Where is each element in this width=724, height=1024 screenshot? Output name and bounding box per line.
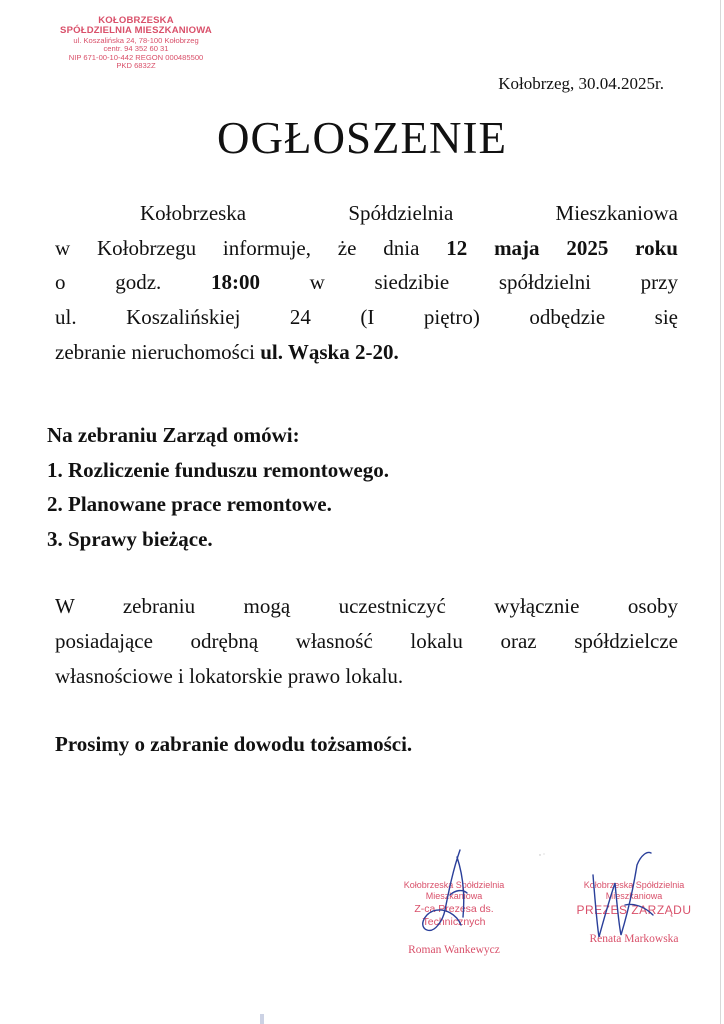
signature-name: Roman Wankewycz <box>408 943 500 956</box>
cooperative-header-stamp <box>30 16 242 70</box>
agenda-item: 1. Rozliczenie funduszu remontowego. <box>47 457 389 482</box>
eligibility-line-3: własnościowe i lokatorskie prawo lokalu. <box>55 664 404 688</box>
stamp-pkd: PKD 6832Z <box>116 60 156 70</box>
intro-line-2 <box>55 231 678 266</box>
intro-line-1: Kołobrzeska Spółdzielnia Mieszkaniowa <box>140 201 678 225</box>
closing-note: Prosimy o zabranie dowodu tożsamości. <box>55 732 413 756</box>
agenda-list <box>47 453 389 557</box>
agenda-heading: Na zebraniu Zarząd omówi: <box>47 423 300 447</box>
signature-role: Z-ca Prezesa ds. Technicznych <box>414 902 494 928</box>
meeting-time: 18:00 <box>210 270 260 295</box>
eligibility-line-2: posiadające odrębną własność lokalu oraz spółdzielcze <box>55 629 678 653</box>
document-date: Kołobrzeg, 30.04.2025r. <box>498 74 664 93</box>
eligibility-paragraph <box>55 589 678 694</box>
signature-stamp-president <box>566 880 702 946</box>
stamp-name-line2: SPÓŁDZIELNIA MIESZKANIOWA <box>60 25 212 37</box>
meeting-date: 12 maja 2025 roku <box>446 235 678 260</box>
signature-name: Renata Markowska <box>589 932 679 945</box>
intro-line-5 <box>55 335 678 370</box>
agenda-item: 2. Planowane prace remontowe. <box>47 492 332 516</box>
scan-speck-icon <box>538 852 548 858</box>
intro-line-3 <box>55 265 678 300</box>
property-address: ul. Wąska 2-20. <box>260 339 399 364</box>
stamp-phone: centr. 94 352 60 31 <box>103 44 169 54</box>
scan-mark-icon <box>259 1014 265 1024</box>
agenda-item: 3. Sprawy bieżące. <box>47 526 213 551</box>
intro-line-3-rest: w siedzibie spółdzielni przy <box>259 270 678 295</box>
stamp-name-line1: KOŁOBRZESKA <box>98 15 174 26</box>
intro-line-4: ul. Koszalińskiej 24 (I piętro) odbędzie się <box>55 305 678 330</box>
eligibility-line-1: W zebraniu mogą uczestniczyć wyłącznie osoby <box>55 594 678 618</box>
page-title: OGŁOSZENIE <box>217 113 507 163</box>
stamp-address: ul. Koszalińska 24, 78-100 Kołobrzeg <box>73 35 199 45</box>
intro-paragraph <box>55 196 678 370</box>
agenda-section <box>47 418 389 556</box>
signature-org: Kołobrzeska Spółdzielnia Mieszkaniowa <box>403 880 505 902</box>
intro-line-5-text: zebranie nieruchomości <box>55 339 261 364</box>
signature-org: Kołobrzeska Spółdzielnia Mieszkaniowa <box>583 880 685 902</box>
signature-role: PREZES ZARZĄDU <box>576 902 692 917</box>
intro-line-3-text: o godz. <box>55 270 211 295</box>
stamp-ids: NIP 671-00-10-442 REGON 000485500 <box>68 52 204 62</box>
intro-line-2-text: w Kołobrzegu informuje, że dnia <box>55 235 447 260</box>
signature-stamp-vice-president <box>388 880 520 957</box>
